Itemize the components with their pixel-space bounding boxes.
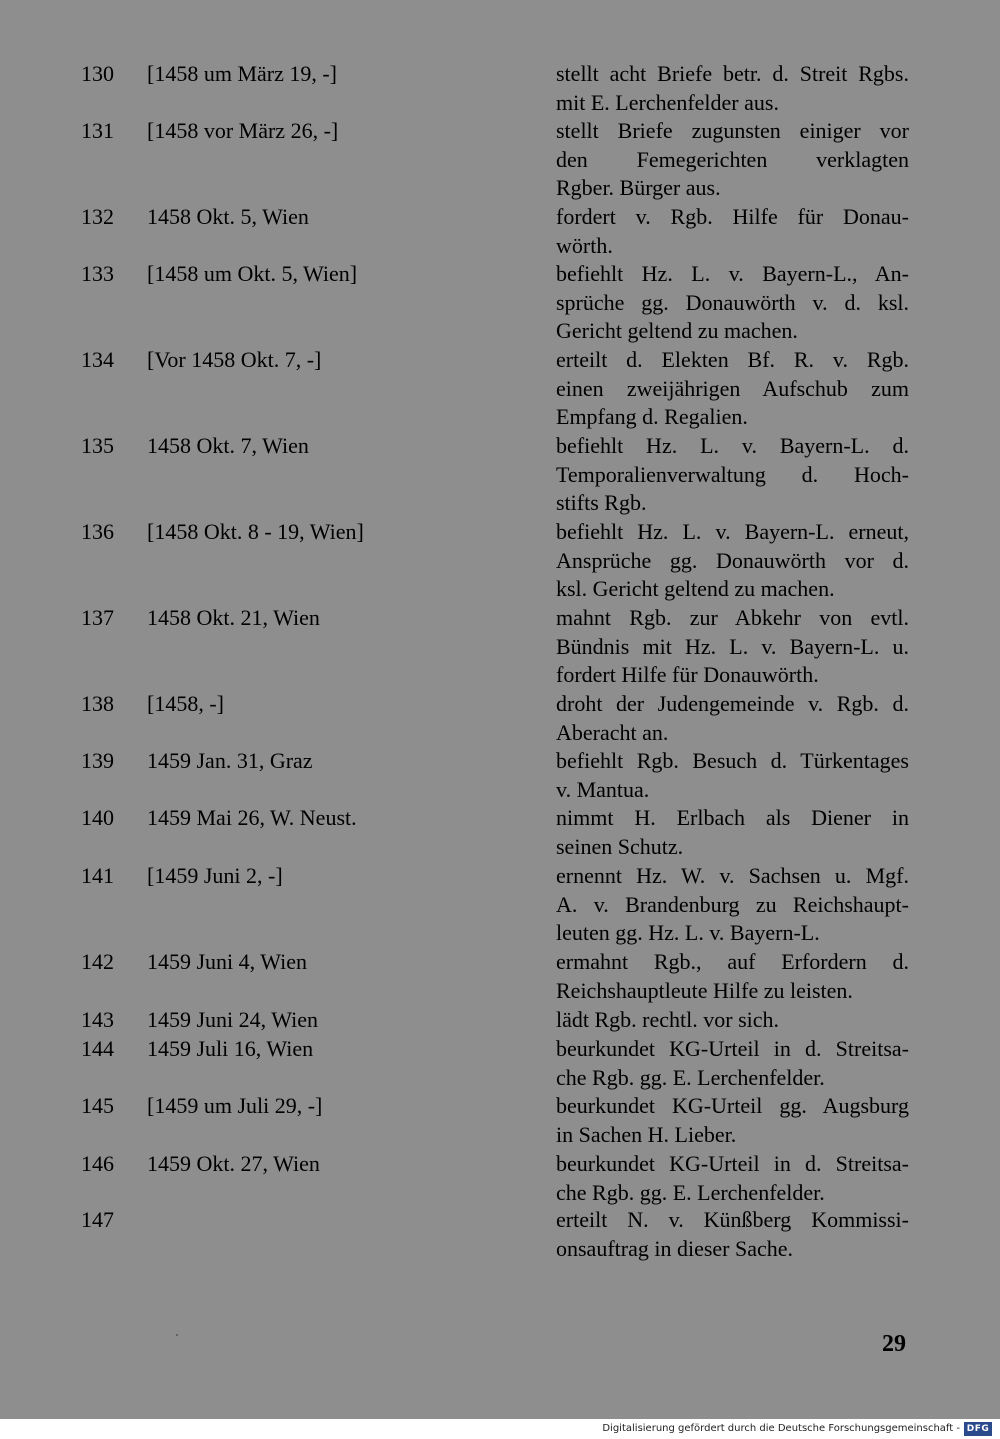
description-line: nimmt H. Erlbach als Diener in (556, 805, 909, 830)
description-line: A. v. Brandenburg zu Reichshaupt- (556, 891, 909, 917)
entry-date: 1459 Juni 4, Wien (147, 949, 308, 974)
description-line: befiehlt Hz. L. v. Bayern-L. d. (556, 433, 909, 458)
entry-description (556, 948, 909, 1005)
description-line: in Sachen H. Lieber. (556, 1121, 737, 1147)
entry-number: 140 (81, 805, 114, 830)
entry-description (556, 432, 909, 518)
entry-description (556, 260, 909, 346)
entry-description (556, 346, 909, 432)
entry-number: 134 (81, 347, 114, 372)
description-line: beurkundet KG-Urteil gg. Augsburg (556, 1093, 909, 1118)
entry-description (556, 690, 909, 747)
description-line: Reichshauptleute Hilfe zu leisten. (556, 977, 853, 1003)
entry-date: [1458 Okt. 8 - 19, Wien] (147, 519, 364, 544)
entry-number: 143 (81, 1007, 114, 1032)
description-line: Gericht geltend zu machen. (556, 318, 798, 344)
description-line: fordert v. Rgb. Hilfe für Donau- (556, 204, 909, 229)
entry-description (556, 604, 909, 690)
entry-date: [Vor 1458 Okt. 7, -] (147, 347, 322, 372)
entry-number: 144 (81, 1036, 114, 1061)
description-line: wörth. (556, 232, 613, 258)
dfg-logo: DFG (964, 1422, 992, 1436)
entry-description (556, 747, 909, 804)
entry-number: 137 (81, 605, 114, 630)
entry-description (556, 203, 909, 260)
description-line: stellt acht Briefe betr. d. Streit Rgbs. (556, 61, 909, 86)
description-line: befiehlt Rgb. Besuch d. Türkentages (556, 748, 909, 773)
description-line: che Rgb. gg. E. Lerchenfelder. (556, 1179, 825, 1205)
entry-number: 145 (81, 1093, 114, 1118)
description-line: stifts Rgb. (556, 490, 647, 516)
footer-text: Digitalisierung gefördert durch die Deutsche Forschungsgemeinschaft - (602, 1423, 960, 1434)
entry-number: 147 (81, 1207, 114, 1232)
entry-number: 138 (81, 691, 114, 716)
entry-number: 130 (81, 61, 114, 86)
description-line: Ansprüche gg. Donauwörth vor d. (556, 547, 909, 573)
entry-number: 133 (81, 261, 114, 286)
description-line: mit E. Lerchenfelder aus. (556, 89, 779, 115)
entry-date: 1458 Okt. 5, Wien (147, 204, 309, 229)
description-line: seinen Schutz. (556, 833, 684, 859)
entry-date: [1459 Juni 2, -] (147, 863, 283, 888)
description-line: befiehlt Hz. L. v. Bayern-L., An- (556, 261, 909, 286)
description-line: sprüche gg. Donauwörth v. d. ksl. (556, 289, 909, 315)
description-line: ernennt Hz. W. v. Sachsen u. Mgf. (556, 863, 909, 888)
description-line: Empfang d. Regalien. (556, 404, 748, 430)
entry-description (556, 1150, 909, 1207)
entry-description (556, 1035, 909, 1092)
description-line: erteilt N. v. Künßberg Kommissi- (556, 1207, 909, 1232)
entry-description (556, 60, 909, 117)
entry-date: [1459 um Juli 29, -] (147, 1093, 323, 1118)
description-line: lädt Rgb. rechtl. vor sich. (556, 1007, 780, 1032)
description-line: erteilt d. Elekten Bf. R. v. Rgb. (556, 347, 909, 372)
entry-number: 146 (81, 1151, 114, 1176)
entry-description (556, 804, 909, 861)
entry-description (556, 1006, 909, 1035)
description-line: onsauftrag in dieser Sache. (556, 1235, 794, 1261)
description-line: v. Mantua. (556, 776, 650, 802)
entry-description (556, 862, 909, 948)
description-line: Temporalienverwaltung d. Hoch- (556, 461, 909, 487)
entry-date: 1458 Okt. 7, Wien (147, 433, 309, 458)
entry-date: 1458 Okt. 21, Wien (147, 605, 320, 630)
entry-date: 1459 Juli 16, Wien (147, 1036, 314, 1061)
entry-description (556, 1206, 909, 1263)
description-line: droht der Judengemeinde v. Rgb. d. (556, 691, 909, 716)
description-line: stellt Briefe zugunsten einiger vor (556, 118, 909, 143)
entry-description (556, 117, 909, 203)
entry-description (556, 1092, 909, 1149)
digitization-footer (0, 1419, 1000, 1439)
entry-number: 139 (81, 748, 114, 773)
page-number: 29 (882, 1331, 906, 1357)
description-line: befiehlt Hz. L. v. Bayern-L. erneut, (556, 519, 909, 544)
entry-date: [1458 vor März 26, -] (147, 118, 339, 143)
entry-number: 142 (81, 949, 114, 974)
entry-date: 1459 Okt. 27, Wien (147, 1151, 320, 1176)
entry-number: 131 (81, 118, 114, 143)
description-line: beurkundet KG-Urteil in d. Streitsa- (556, 1036, 909, 1061)
description-line: fordert Hilfe für Donauwörth. (556, 662, 819, 688)
entry-number: 132 (81, 204, 114, 229)
description-line: mahnt Rgb. zur Abkehr von evtl. (556, 605, 909, 630)
entry-date: 1459 Mai 26, W. Neust. (147, 805, 357, 830)
description-line: Bündnis mit Hz. L. v. Bayern-L. u. (556, 633, 909, 659)
description-line: leuten gg. Hz. L. v. Bayern-L. (556, 920, 820, 946)
entry-date: [1458, -] (147, 691, 224, 716)
description-line: beurkundet KG-Urteil in d. Streitsa- (556, 1151, 909, 1176)
description-line: den Femegerichten verklagten (556, 146, 909, 172)
entry-description (556, 518, 909, 604)
scan-speck (176, 1334, 178, 1336)
description-line: che Rgb. gg. E. Lerchenfelder. (556, 1064, 825, 1090)
description-line: Rgber. Bürger aus. (556, 175, 721, 201)
description-line: einen zweijährigen Aufschub zum (556, 375, 909, 401)
entry-number: 136 (81, 519, 114, 544)
entry-number: 141 (81, 863, 114, 888)
entry-date: 1459 Juni 24, Wien (147, 1007, 319, 1032)
description-line: ksl. Gericht geltend zu machen. (556, 576, 835, 602)
entry-number: 135 (81, 433, 114, 458)
description-line: ermahnt Rgb., auf Erfordern d. (556, 949, 909, 974)
entry-date: 1459 Jan. 31, Graz (147, 748, 313, 773)
description-line: Aberacht an. (556, 719, 669, 745)
entry-date: [1458 um März 19, -] (147, 61, 338, 86)
entry-date: [1458 um Okt. 5, Wien] (147, 261, 358, 286)
